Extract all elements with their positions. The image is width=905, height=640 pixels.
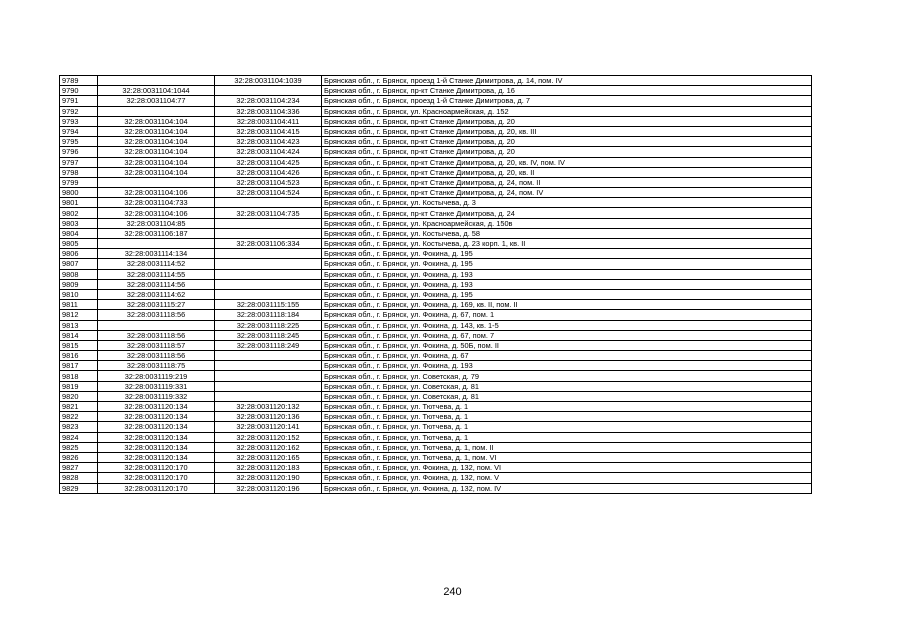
table-row <box>60 188 812 198</box>
address-cell: Брянская обл., г. Брянск, ул. Фокина, д. 67, пом. 1 <box>322 310 812 320</box>
cadastral-number-cell: 32:28:0031106:187 <box>98 228 215 238</box>
row-number-cell: 9794 <box>60 126 98 136</box>
cadastral-number-cell: 32:28:0031104:104 <box>98 116 215 126</box>
object-cadastral-number-cell <box>215 361 322 371</box>
row-number-cell: 9828 <box>60 473 98 483</box>
cadastral-number-cell: 32:28:0031120:134 <box>98 412 215 422</box>
table-row <box>60 239 812 249</box>
object-cadastral-number-cell: 32:28:0031118:184 <box>215 310 322 320</box>
object-cadastral-number-cell: 32:28:0031104:1039 <box>215 76 322 86</box>
table-row <box>60 402 812 412</box>
row-number-cell: 9812 <box>60 310 98 320</box>
cadastral-number-cell <box>98 106 215 116</box>
table-row <box>60 259 812 269</box>
cadastral-number-cell: 32:28:0031104:77 <box>98 96 215 106</box>
row-number-cell: 9808 <box>60 269 98 279</box>
table-row <box>60 126 812 136</box>
cadastral-number-cell: 32:28:0031118:57 <box>98 340 215 350</box>
cadastral-number-cell <box>98 239 215 249</box>
table-row <box>60 228 812 238</box>
table-row <box>60 381 812 391</box>
row-number-cell: 9810 <box>60 289 98 299</box>
object-cadastral-number-cell: 32:28:0031120:165 <box>215 452 322 462</box>
row-number-cell: 9816 <box>60 351 98 361</box>
address-cell: Брянская обл., г. Брянск, пр-кт Станке Димитрова, д. 24, пом. IV <box>322 188 812 198</box>
object-cadastral-number-cell: 32:28:0031104:426 <box>215 167 322 177</box>
page-number: 240 <box>443 586 462 598</box>
address-cell: Брянская обл., г. Брянск, ул. Фокина, д. 132, пом. VI <box>322 463 812 473</box>
object-cadastral-number-cell: 32:28:0031120:132 <box>215 402 322 412</box>
address-cell: Брянская обл., г. Брянск, ул. Фокина, д. 50Б, пом. II <box>322 340 812 350</box>
object-cadastral-number-cell <box>215 279 322 289</box>
object-cadastral-number-cell: 32:28:0031104:423 <box>215 137 322 147</box>
cadastral-number-cell: 32:28:0031114:52 <box>98 259 215 269</box>
cadastral-number-cell: 32:28:0031119:332 <box>98 391 215 401</box>
address-cell: Брянская обл., г. Брянск, ул. Фокина, д. 193 <box>322 269 812 279</box>
table-row <box>60 320 812 330</box>
cadastral-number-cell <box>98 320 215 330</box>
address-cell: Брянская обл., г. Брянск, ул. Тютчева, д. 1, пом. VI <box>322 452 812 462</box>
object-cadastral-number-cell: 32:28:0031104:234 <box>215 96 322 106</box>
cadastral-number-cell: 32:28:0031104:85 <box>98 218 215 228</box>
object-cadastral-number-cell <box>215 381 322 391</box>
address-cell: Брянская обл., г. Брянск, ул. Красноармейская, д. 150в <box>322 218 812 228</box>
table-row <box>60 442 812 452</box>
address-cell: Брянская обл., г. Брянск, ул. Костычева, д. 58 <box>322 228 812 238</box>
table-row <box>60 463 812 473</box>
address-cell: Брянская обл., г. Брянск, ул. Тютчева, д. 1 <box>322 402 812 412</box>
address-cell: Брянская обл., г. Брянск, пр-кт Станке Димитрова, д. 24, пом. II <box>322 177 812 187</box>
address-cell: Брянская обл., г. Брянск, проезд 1-й Станке Димитрова, д. 14, пом. IV <box>322 76 812 86</box>
row-number-cell: 9801 <box>60 198 98 208</box>
table-row <box>60 269 812 279</box>
object-cadastral-number-cell: 32:28:0031104:523 <box>215 177 322 187</box>
address-cell: Брянская обл., г. Брянск, ул. Фокина, д. 195 <box>322 289 812 299</box>
row-number-cell: 9797 <box>60 157 98 167</box>
row-number-cell: 9822 <box>60 412 98 422</box>
address-cell: Брянская обл., г. Брянск, ул. Фокина, д. 67, пом. 7 <box>322 330 812 340</box>
cadastral-number-cell: 32:28:0031104:733 <box>98 198 215 208</box>
address-cell: Брянская обл., г. Брянск, ул. Фокина, д. 132, пом. IV <box>322 483 812 493</box>
table-row <box>60 483 812 493</box>
object-cadastral-number-cell <box>215 351 322 361</box>
table-row <box>60 371 812 381</box>
row-number-cell: 9815 <box>60 340 98 350</box>
address-cell: Брянская обл., г. Брянск, ул. Фокина, д. 132, пом. V <box>322 473 812 483</box>
cadastral-number-cell: 32:28:0031118:56 <box>98 351 215 361</box>
address-cell: Брянская обл., г. Брянск, ул. Тютчева, д. 1, пом. II <box>322 442 812 452</box>
cadastral-number-cell: 32:28:0031120:134 <box>98 432 215 442</box>
table-row <box>60 218 812 228</box>
table-row <box>60 137 812 147</box>
address-cell: Брянская обл., г. Брянск, ул. Советская, д. 81 <box>322 381 812 391</box>
table-row <box>60 473 812 483</box>
row-number-cell: 9804 <box>60 228 98 238</box>
object-cadastral-number-cell <box>215 259 322 269</box>
address-cell: Брянская обл., г. Брянск, пр-кт Станке Димитрова, д. 20 <box>322 116 812 126</box>
cadastral-number-cell: 32:28:0031104:104 <box>98 126 215 136</box>
object-cadastral-number-cell: 32:28:0031120:136 <box>215 412 322 422</box>
row-number-cell: 9820 <box>60 391 98 401</box>
row-number-cell: 9813 <box>60 320 98 330</box>
table-row <box>60 279 812 289</box>
object-cadastral-number-cell <box>215 218 322 228</box>
cadastral-number-cell: 32:28:0031120:134 <box>98 442 215 452</box>
cadastral-number-cell: 32:28:0031120:134 <box>98 402 215 412</box>
object-cadastral-number-cell: 32:28:0031104:735 <box>215 208 322 218</box>
address-cell: Брянская обл., г. Брянск, ул. Красноармейская, д. 152 <box>322 106 812 116</box>
table-row <box>60 167 812 177</box>
table-row <box>60 198 812 208</box>
object-cadastral-number-cell: 32:28:0031106:334 <box>215 239 322 249</box>
cadastral-number-cell: 32:28:0031114:55 <box>98 269 215 279</box>
address-cell: Брянская обл., г. Брянск, пр-кт Станке Димитрова, д. 20 <box>322 137 812 147</box>
table-row <box>60 340 812 350</box>
cadastral-number-cell: 32:28:0031118:75 <box>98 361 215 371</box>
cadastral-number-cell: 32:28:0031104:106 <box>98 208 215 218</box>
row-number-cell: 9823 <box>60 422 98 432</box>
object-cadastral-number-cell: 32:28:0031104:415 <box>215 126 322 136</box>
address-cell: Брянская обл., г. Брянск, ул. Фокина, д. 169, кв. II, пом. II <box>322 300 812 310</box>
cadastral-number-cell: 32:28:0031115:27 <box>98 300 215 310</box>
table-row <box>60 86 812 96</box>
cadastral-number-cell: 32:28:0031104:104 <box>98 167 215 177</box>
address-cell: Брянская обл., г. Брянск, ул. Советская, д. 79 <box>322 371 812 381</box>
row-number-cell: 9811 <box>60 300 98 310</box>
object-cadastral-number-cell <box>215 391 322 401</box>
row-number-cell: 9818 <box>60 371 98 381</box>
object-cadastral-number-cell: 32:28:0031104:524 <box>215 188 322 198</box>
object-cadastral-number-cell: 32:28:0031120:190 <box>215 473 322 483</box>
row-number-cell: 9826 <box>60 452 98 462</box>
object-cadastral-number-cell: 32:28:0031104:424 <box>215 147 322 157</box>
row-number-cell: 9805 <box>60 239 98 249</box>
table-row <box>60 351 812 361</box>
object-cadastral-number-cell: 32:28:0031104:411 <box>215 116 322 126</box>
cadastral-number-cell: 32:28:0031104:104 <box>98 147 215 157</box>
address-cell: Брянская обл., г. Брянск, пр-кт Станке Димитрова, д. 20, кв. III <box>322 126 812 136</box>
table-row <box>60 147 812 157</box>
object-cadastral-number-cell <box>215 289 322 299</box>
address-cell: Брянская обл., г. Брянск, ул. Фокина, д. 193 <box>322 361 812 371</box>
row-number-cell: 9819 <box>60 381 98 391</box>
address-cell: Брянская обл., г. Брянск, ул. Костычева, д. 3 <box>322 198 812 208</box>
table-row <box>60 116 812 126</box>
object-cadastral-number-cell <box>215 269 322 279</box>
address-cell: Брянская обл., г. Брянск, ул. Фокина, д. 67 <box>322 351 812 361</box>
table-row <box>60 249 812 259</box>
registry-table-body <box>60 76 812 494</box>
row-number-cell: 9807 <box>60 259 98 269</box>
address-cell: Брянская обл., г. Брянск, пр-кт Станке Димитрова, д. 20 <box>322 147 812 157</box>
cadastral-number-cell: 32:28:0031119:331 <box>98 381 215 391</box>
row-number-cell: 9809 <box>60 279 98 289</box>
cadastral-number-cell: 32:28:0031118:56 <box>98 330 215 340</box>
cadastral-number-cell: 32:28:0031114:134 <box>98 249 215 259</box>
cadastral-number-cell: 32:28:0031114:56 <box>98 279 215 289</box>
object-cadastral-number-cell <box>215 371 322 381</box>
table-row <box>60 432 812 442</box>
cadastral-number-cell: 32:28:0031104:1044 <box>98 86 215 96</box>
row-number-cell: 9821 <box>60 402 98 412</box>
table-row <box>60 361 812 371</box>
address-cell: Брянская обл., г. Брянск, пр-кт Станке Димитрова, д. 20, кв. IV, пом. IV <box>322 157 812 167</box>
table-row <box>60 106 812 116</box>
cadastral-number-cell: 32:28:0031120:170 <box>98 473 215 483</box>
address-cell: Брянская обл., г. Брянск, ул. Тютчева, д. 1 <box>322 432 812 442</box>
row-number-cell: 9792 <box>60 106 98 116</box>
object-cadastral-number-cell: 32:28:0031118:225 <box>215 320 322 330</box>
address-cell: Брянская обл., г. Брянск, проезд 1-й Станке Димитрова, д. 7 <box>322 96 812 106</box>
row-number-cell: 9827 <box>60 463 98 473</box>
cadastral-number-cell: 32:28:0031120:170 <box>98 463 215 473</box>
row-number-cell: 9793 <box>60 116 98 126</box>
address-cell: Брянская обл., г. Брянск, пр-кт Станке Димитрова, д. 24 <box>322 208 812 218</box>
address-cell: Брянская обл., г. Брянск, ул. Фокина, д. 143, кв. 1-5 <box>322 320 812 330</box>
row-number-cell: 9802 <box>60 208 98 218</box>
object-cadastral-number-cell: 32:28:0031115:155 <box>215 300 322 310</box>
cadastral-number-cell: 32:28:0031104:106 <box>98 188 215 198</box>
table-row <box>60 412 812 422</box>
object-cadastral-number-cell: 32:28:0031118:249 <box>215 340 322 350</box>
cadastral-number-cell: 32:28:0031120:134 <box>98 452 215 462</box>
cadastral-number-cell: 32:28:0031120:170 <box>98 483 215 493</box>
table-row <box>60 422 812 432</box>
object-cadastral-number-cell <box>215 228 322 238</box>
row-number-cell: 9798 <box>60 167 98 177</box>
object-cadastral-number-cell <box>215 86 322 96</box>
cadastral-number-cell: 32:28:0031120:134 <box>98 422 215 432</box>
cadastral-number-cell: 32:28:0031118:56 <box>98 310 215 320</box>
row-number-cell: 9800 <box>60 188 98 198</box>
table-row <box>60 330 812 340</box>
table-row <box>60 310 812 320</box>
row-number-cell: 9803 <box>60 218 98 228</box>
table-row <box>60 96 812 106</box>
object-cadastral-number-cell: 32:28:0031120:162 <box>215 442 322 452</box>
row-number-cell: 9817 <box>60 361 98 371</box>
cadastral-number-cell <box>98 76 215 86</box>
object-cadastral-number-cell: 32:28:0031120:196 <box>215 483 322 493</box>
address-cell: Брянская обл., г. Брянск, ул. Фокина, д. 195 <box>322 249 812 259</box>
row-number-cell: 9824 <box>60 432 98 442</box>
row-number-cell: 9790 <box>60 86 98 96</box>
table-row <box>60 391 812 401</box>
address-cell: Брянская обл., г. Брянск, ул. Тютчева, д. 1 <box>322 412 812 422</box>
address-cell: Брянская обл., г. Брянск, ул. Тютчева, д. 1 <box>322 422 812 432</box>
table-row <box>60 300 812 310</box>
cadastral-number-cell: 32:28:0031104:104 <box>98 137 215 147</box>
registry-table <box>59 75 812 494</box>
object-cadastral-number-cell: 32:28:0031104:425 <box>215 157 322 167</box>
row-number-cell: 9814 <box>60 330 98 340</box>
address-cell: Брянская обл., г. Брянск, пр-кт Станке Димитрова, д. 16 <box>322 86 812 96</box>
object-cadastral-number-cell: 32:28:0031120:141 <box>215 422 322 432</box>
row-number-cell: 9795 <box>60 137 98 147</box>
cadastral-number-cell <box>98 177 215 187</box>
table-row <box>60 157 812 167</box>
object-cadastral-number-cell <box>215 198 322 208</box>
row-number-cell: 9796 <box>60 147 98 157</box>
address-cell: Брянская обл., г. Брянск, ул. Фокина, д. 195 <box>322 259 812 269</box>
address-cell: Брянская обл., г. Брянск, пр-кт Станке Димитрова, д. 20, кв. II <box>322 167 812 177</box>
table-row <box>60 177 812 187</box>
object-cadastral-number-cell <box>215 249 322 259</box>
row-number-cell: 9806 <box>60 249 98 259</box>
address-cell: Брянская обл., г. Брянск, ул. Фокина, д. 193 <box>322 279 812 289</box>
cadastral-number-cell: 32:28:0031114:62 <box>98 289 215 299</box>
table-row <box>60 76 812 86</box>
address-cell: Брянская обл., г. Брянск, ул. Костычева, д. 23 корп. 1, кв. II <box>322 239 812 249</box>
address-cell: Брянская обл., г. Брянск, ул. Советская, д. 81 <box>322 391 812 401</box>
row-number-cell: 9829 <box>60 483 98 493</box>
row-number-cell: 9799 <box>60 177 98 187</box>
object-cadastral-number-cell: 32:28:0031104:336 <box>215 106 322 116</box>
row-number-cell: 9791 <box>60 96 98 106</box>
table-row <box>60 452 812 462</box>
row-number-cell: 9789 <box>60 76 98 86</box>
row-number-cell: 9825 <box>60 442 98 452</box>
object-cadastral-number-cell: 32:28:0031120:183 <box>215 463 322 473</box>
cadastral-number-cell: 32:28:0031104:104 <box>98 157 215 167</box>
cadastral-number-cell: 32:28:0031119:219 <box>98 371 215 381</box>
object-cadastral-number-cell: 32:28:0031118:245 <box>215 330 322 340</box>
table-row <box>60 208 812 218</box>
object-cadastral-number-cell: 32:28:0031120:152 <box>215 432 322 442</box>
table-row <box>60 289 812 299</box>
